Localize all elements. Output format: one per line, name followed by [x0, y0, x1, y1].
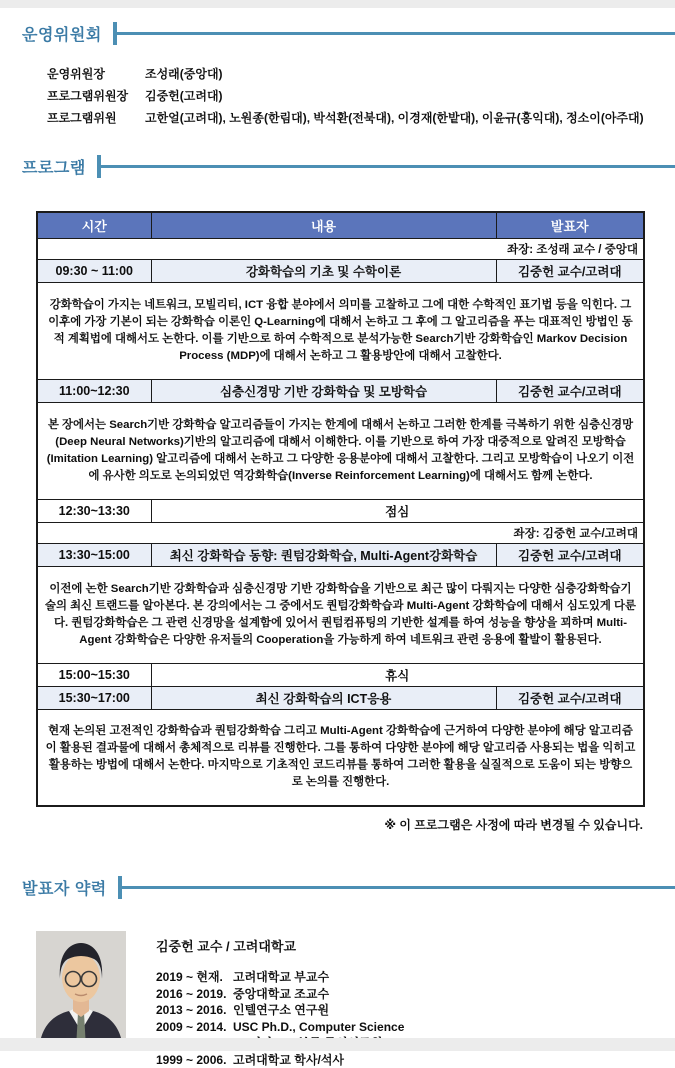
session-description: 현재 논의된 고전적인 강화학습과 퀀텀강화학습 그리고 Multi-Agent 강화학습에 근거하여 다양한 분야에 해당 알고리즘이 활용된 결과물에 대해서 총체적으로 리뷰를 진행한다. 그를 통하여 다양한 분야에 해당 알고리즘 사용되는 법을 익히고 활용하는 방법에 대해서 논한다. 마지막으로 기초적인 코드리뷰를 통하여 그러한 활용을 실질적으로 도움이 되는 방향으로 논의를 진행한다.: [37, 709, 644, 806]
career-item: [156, 986, 404, 1003]
session-row: [37, 543, 644, 566]
session-description-row: [37, 566, 644, 663]
table-header-row: [37, 212, 644, 238]
career-period: 2016 ~ 2019.: [156, 986, 233, 1003]
session-row: [37, 686, 644, 709]
heading-rule: [101, 165, 675, 168]
committee-list: [47, 63, 675, 129]
career-desc: 고려대학교 학사/석사: [233, 1052, 344, 1068]
session-time: 09:30 ~ 11:00: [37, 259, 151, 282]
committee-role-label: 프로그램위원: [47, 107, 145, 129]
committee-row: [47, 107, 675, 129]
session-description-row: [37, 402, 644, 499]
career-period: 2013 ~ 2016.: [156, 1002, 233, 1019]
session-time: 15:30~17:00: [37, 686, 151, 709]
session-row: [37, 259, 644, 282]
col-header-speaker: 발표자: [496, 212, 644, 238]
session-description: 본 장에서는 Search기반 강화학습 알고리즘들이 가지는 한계에 대해서 논하고 그러한 한계를 극복하기 위한 심층신경망 (Deep Neural Networks)기반의 알고리즘에 대해서 이해한다. 이를 기반으로 하여 가장 대중적으로 알려진 모방학습 (Imitation Learning) 알고리즘에 대해서 논하고 그 다양한 응용분야에 대해서 고찰한다. 그리고 모방학습이 나오기 이전에 유사한 의도로 논의되었던 역강화학습(Inverse Reinforcement Learning)에 대해서도 함께 논한다.: [37, 402, 644, 499]
career-item: [156, 1052, 404, 1068]
career-desc: 인텔연구소 연구원: [233, 1002, 329, 1019]
career-list: [156, 969, 404, 1068]
session-description: 강화학습이 가지는 네트워크, 모빌리티, ICT 융합 분야에서 의미를 고찰하고 그에 대한 수학적인 표기법 등을 익힌다. 그 이후에 가장 기본이 되는 강화학습 이론인 Q-Learning에 대해서 논하고 그 후에 그 알고리즘을 푸는 대표적인 방법인 동적 계획법에 대해서도 논한다. 이를 기반으로 하여 수학적으로 분석가능한 Search기반 강화학습인 Markov Decision Process (MDP)에 대해서 논하고 그 활용방안에 대해서 고찰한다.: [37, 282, 644, 379]
program-title: 프로그램: [22, 155, 86, 178]
program-section-header: [22, 155, 675, 178]
session-time: 12:30~13:30: [37, 499, 151, 522]
speaker-name: 김중헌 교수 / 고려대학교: [156, 936, 404, 955]
heading-rule: [117, 32, 675, 35]
committee-section: [0, 0, 675, 129]
session-row: [37, 379, 644, 402]
session-speaker: 김중헌 교수/고려대: [496, 379, 644, 402]
col-header-content: 내용: [151, 212, 496, 238]
career-period: 2019 ~ 현재.: [156, 969, 233, 986]
session-topic: 최신 강화학습 동향: 퀀텀강화학습, Multi-Agent강화학습: [151, 543, 496, 566]
career-period: 2009 ~ 2014.: [156, 1019, 233, 1036]
session-time: 15:00~15:30: [37, 663, 151, 686]
committee-row: [47, 63, 675, 85]
session-speaker: 김중헌 교수/고려대: [496, 543, 644, 566]
session-topic: 심층신경망 기반 강화학습 및 모방학습: [151, 379, 496, 402]
session-description-row: [37, 282, 644, 379]
committee-members: 김중헌(고려대): [145, 85, 223, 107]
career-desc: 고려대학교 부교수: [233, 969, 329, 986]
speaker-photo: [36, 931, 126, 1048]
break-label: 휴식: [151, 663, 644, 686]
session-description: 이전에 논한 Search기반 강화학습과 심층신경망 기반 강화학습을 기반으로 최근 많이 다뤄지는 다양한 심층강화학습기술의 최신 트랜드를 알아본다. 본 강의에서는 그 중에서도 퀀텀강화학습과 Multi-Agent 강화학습에 대해서 심도있게 다룬다. 퀀텀강화학습은 그 관련 신경망을 설계함에 있어서 퀀텀컴퓨팅의 기반한 설계를 하여 성능을 향상을 꾀하며 Multi-Agent 강화학습은 다양한 유저들의 Cooperation을 가능하게 하여 네트워크 관련 응용에 활발이 활용된다.: [37, 566, 644, 663]
session-topic: 최신 강화학습의 ICT응용: [151, 686, 496, 709]
committee-section-header: [22, 22, 675, 45]
chair-label: 좌장: 김중헌 교수/고려대: [37, 522, 644, 543]
committee-row: [47, 85, 675, 107]
committee-role-label: 프로그램위원장: [47, 85, 145, 107]
lunch-label: 점심: [151, 499, 644, 522]
chair-row: [37, 522, 644, 543]
career-period: 1999 ~ 2006.: [156, 1052, 233, 1068]
program-change-note: ※ 이 프로그램은 사정에 따라 변경될 수 있습니다.: [0, 816, 643, 833]
career-item: [156, 1019, 404, 1036]
chair-label: 좌장: 조성래 교수 / 중앙대: [37, 238, 644, 259]
session-topic: 강화학습의 기초 및 수학이론: [151, 259, 496, 282]
career-item: [156, 969, 404, 986]
committee-role-label: 운영위원장: [47, 63, 145, 85]
top-gray-strip: [0, 0, 675, 8]
chair-row: [37, 238, 644, 259]
bottom-gray-strip: [0, 1038, 675, 1051]
program-section: [0, 155, 675, 833]
heading-rule: [122, 886, 675, 889]
session-speaker: 김중헌 교수/고려대: [496, 259, 644, 282]
career-desc: 중앙대학교 조교수: [233, 986, 329, 1003]
career-desc: USC Ph.D., Computer Science: [233, 1019, 404, 1036]
session-time: 11:00~12:30: [37, 379, 151, 402]
program-schedule-table: [36, 211, 645, 807]
session-speaker: 김중헌 교수/고려대: [496, 686, 644, 709]
committee-members: 고한얼(고려대), 노원종(한림대), 박석환(전북대), 이경재(한밭대), 이윤규(홍익대), 정소이(아주대): [145, 107, 644, 129]
session-description-row: [37, 709, 644, 806]
speaker-section-header: [22, 876, 675, 899]
lunch-row: [37, 499, 644, 522]
committee-members: 조성래(중앙대): [145, 63, 223, 85]
speaker-title: 발표자 약력: [22, 876, 107, 899]
break-row: [37, 663, 644, 686]
career-item: [156, 1002, 404, 1019]
committee-title: 운영위원회: [22, 22, 102, 45]
session-time: 13:30~15:00: [37, 543, 151, 566]
col-header-time: 시간: [37, 212, 151, 238]
